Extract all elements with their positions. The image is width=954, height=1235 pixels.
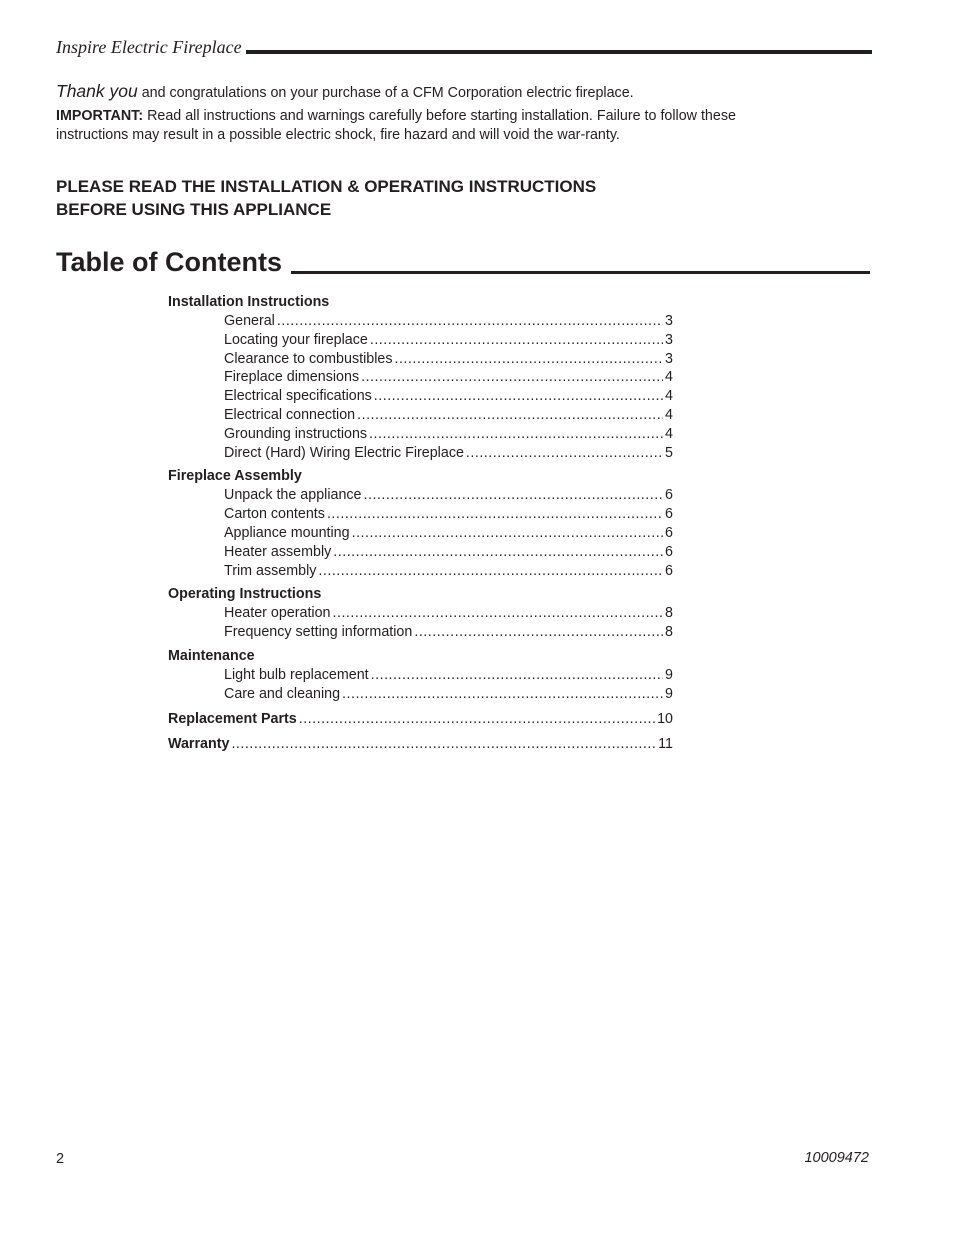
toc-section-title: Operating Instructions — [168, 586, 322, 603]
toc-leader-dots — [318, 562, 663, 581]
toc-section — [168, 293, 673, 462]
toc-entry-label: Warranty — [168, 735, 230, 752]
toc-top-entry[interactable] — [168, 735, 673, 754]
toc-leader-dots — [361, 368, 663, 387]
toc-leader-dots — [414, 623, 663, 642]
toc-entry-page: 3 — [665, 331, 673, 348]
toc-section-title: Maintenance — [168, 647, 255, 664]
toc-entry[interactable] — [168, 685, 673, 704]
toc-section — [168, 647, 673, 704]
important-text: Read all instructions and warnings carefully before starting installation. Failure to follow these instructions may result in a possible electric shock, fire hazard and will void the war-ranty. — [56, 108, 736, 143]
toc-leader-dots — [374, 387, 663, 406]
toc-entry-label: Frequency setting information — [224, 624, 413, 641]
toc-heading — [56, 246, 870, 278]
toc-entry-page: 8 — [665, 624, 673, 641]
toc-leader-dots — [352, 524, 663, 543]
toc-section — [168, 467, 673, 580]
toc-entry-label: Heater assembly — [224, 543, 332, 560]
thanks-paragraph — [56, 82, 736, 103]
toc-entry[interactable] — [168, 486, 673, 505]
toc-entry-page: 3 — [665, 350, 673, 367]
header-title: Inspire Electric Fireplace — [56, 37, 242, 57]
toc-entry-label: Grounding instructions — [224, 425, 368, 442]
toc-section — [168, 585, 673, 642]
toc-leader-dots — [342, 685, 663, 704]
toc-entry-label: Fireplace dimensions — [224, 369, 360, 386]
toc-entry-label: Trim assembly — [224, 562, 317, 579]
toc-entry-label: Replacement Parts — [168, 710, 297, 727]
toc-leader-dots — [369, 425, 663, 444]
toc-entry-page: 8 — [665, 605, 673, 622]
important-label: IMPORTANT: — [56, 108, 144, 124]
toc-entry-page: 6 — [665, 487, 673, 504]
toc-section-title: Installation Instructions — [168, 294, 330, 310]
toc-entry-page: 4 — [665, 406, 673, 423]
toc-leader-dots — [333, 604, 664, 623]
toc-entry[interactable] — [168, 524, 673, 543]
toc-leader-dots — [333, 543, 663, 562]
toc-entry[interactable] — [168, 331, 673, 350]
toc-entry[interactable] — [168, 350, 673, 369]
warning-line-2: BEFORE USING THIS APPLIANCE — [56, 200, 332, 219]
toc-entry[interactable] — [168, 387, 673, 406]
toc-entry-page: 6 — [665, 562, 673, 579]
toc-leader-dots — [364, 486, 664, 505]
toc-leader-dots — [327, 505, 663, 524]
toc-section-title: Fireplace Assembly — [168, 468, 302, 485]
toc-entry-label: Electrical specifications — [224, 388, 372, 405]
toc-leader-dots — [370, 331, 663, 350]
toc-entry-page: 10 — [657, 710, 673, 727]
toc-title: Table of Contents — [56, 247, 282, 277]
toc-entry-label: General — [224, 313, 275, 329]
toc-entry-label: Electrical connection — [224, 406, 356, 423]
toc-leader-dots — [231, 735, 656, 754]
toc-entry[interactable] — [168, 425, 673, 444]
toc-entry-label: Care and cleaning — [224, 685, 341, 702]
toc-entry-page: 6 — [665, 524, 673, 541]
header-rule — [246, 50, 872, 54]
thanks-label: Thank you — [56, 81, 138, 101]
footer-doc-number: 10009472 — [804, 1150, 869, 1166]
page-header — [56, 37, 872, 57]
intro-block — [56, 82, 736, 145]
toc-entry-label: Appliance mounting — [224, 524, 350, 541]
toc-entry[interactable] — [168, 543, 673, 562]
toc-entry[interactable] — [168, 666, 673, 685]
toc-entry-label: Locating your fireplace — [224, 331, 368, 348]
toc-leader-dots — [277, 312, 663, 331]
toc-entry[interactable] — [168, 406, 673, 425]
toc-entry-label: Direct (Hard) Wiring Electric Fireplace — [224, 444, 464, 461]
thanks-text: and congratulations on your purchase of a CFM Corporation electric fireplace. — [141, 85, 634, 101]
toc-entry-page: 6 — [665, 543, 673, 560]
toc-entry[interactable] — [168, 623, 673, 642]
toc-entry-label: Carton contents — [224, 506, 325, 523]
toc-entry-page: 9 — [665, 685, 673, 702]
warning-block — [56, 175, 596, 221]
toc-entry-label: Light bulb replacement — [224, 666, 369, 683]
toc-leader-dots — [371, 666, 663, 685]
toc-entry-page: 9 — [665, 666, 673, 683]
toc-entry-page: 5 — [665, 444, 673, 461]
toc-leader-dots — [299, 710, 655, 729]
toc-entry-label: Heater operation — [224, 605, 331, 622]
toc-leader-dots — [357, 406, 663, 425]
toc-entry-page: 6 — [665, 506, 673, 523]
toc-entry[interactable] — [168, 505, 673, 524]
toc-entry-page: 4 — [665, 425, 673, 442]
toc-top-entry[interactable] — [168, 710, 673, 729]
toc-entry-page: 3 — [665, 313, 673, 329]
table-of-contents — [168, 293, 673, 754]
toc-entry[interactable] — [168, 562, 673, 581]
toc-entry[interactable] — [168, 604, 673, 623]
toc-entry-page: 4 — [665, 369, 673, 386]
warning-line-1: PLEASE READ THE INSTALLATION & OPERATING INSTRUCTIONS — [56, 177, 597, 196]
important-paragraph — [56, 107, 736, 145]
toc-leader-dots — [394, 350, 663, 369]
toc-entry-page: 11 — [658, 735, 673, 752]
toc-entry-page: 4 — [665, 388, 673, 405]
toc-entry-label: Clearance to combustibles — [224, 350, 393, 367]
toc-entry[interactable] — [168, 368, 673, 387]
toc-entry[interactable] — [168, 312, 673, 331]
toc-entry[interactable] — [168, 444, 673, 463]
toc-entry-label: Unpack the appliance — [224, 487, 362, 504]
footer-page-number: 2 — [56, 1151, 65, 1167]
toc-rule — [291, 271, 870, 274]
toc-leader-dots — [466, 444, 663, 463]
